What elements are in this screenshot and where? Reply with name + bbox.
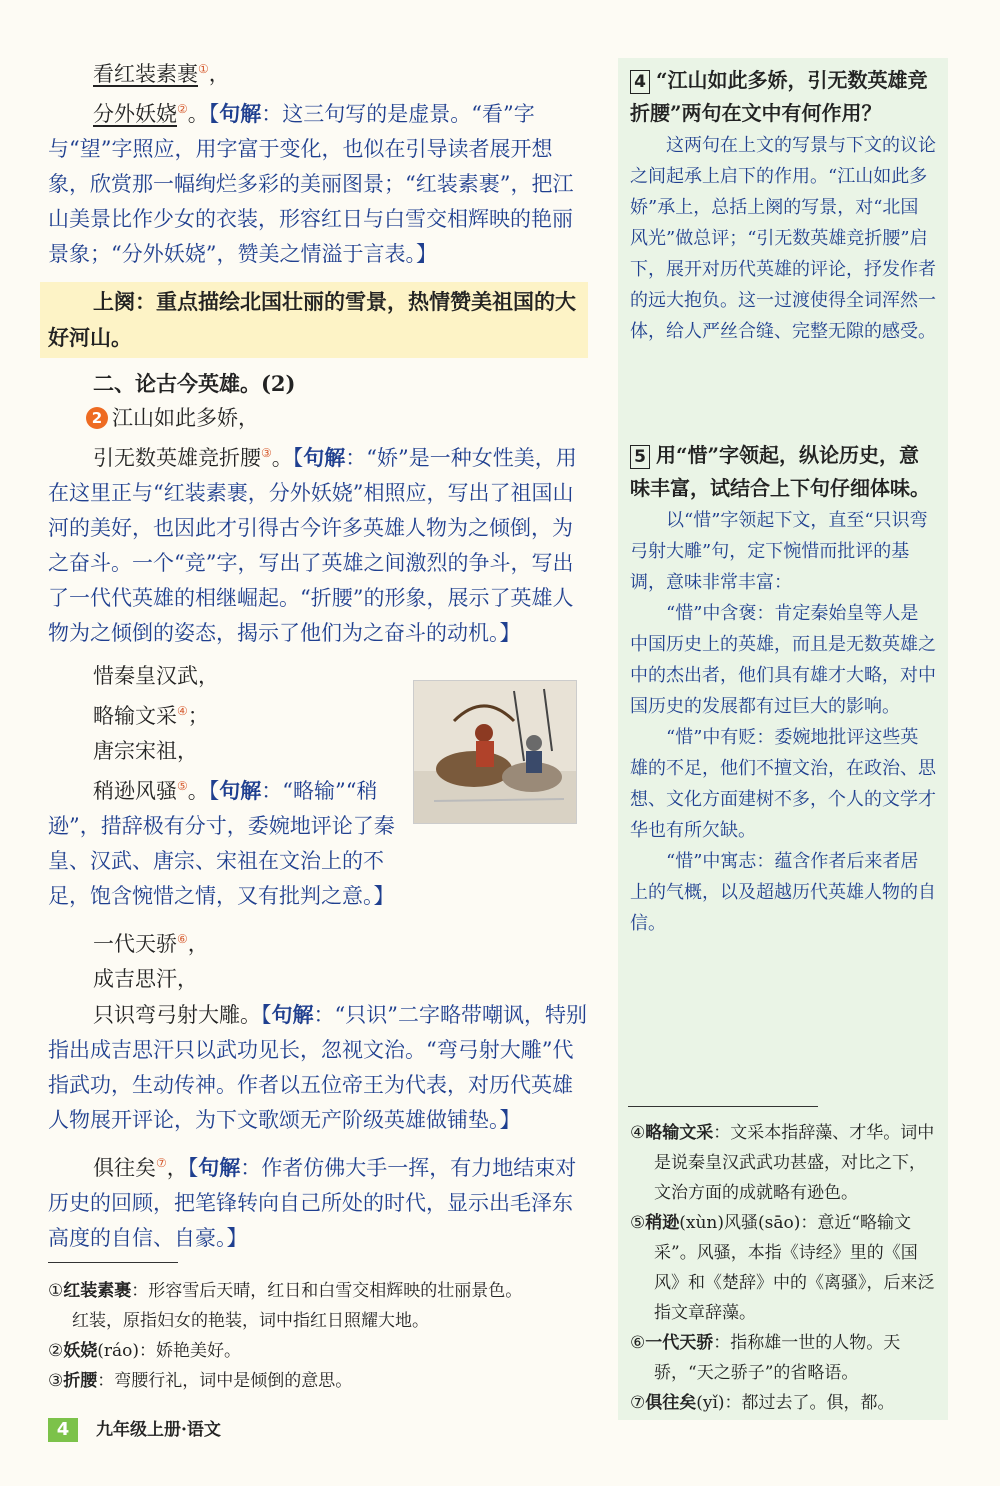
poem-text: 分外妖娆 [93, 102, 177, 126]
footnotes-left [48, 1276, 608, 1396]
footnote-item: ③折腰：弯腰行礼，词中是倾倒的意思。 [48, 1371, 353, 1391]
footnote-mark: ③ [261, 446, 272, 460]
summary-label: 上阕 [93, 289, 135, 314]
footnote-item: ⑤稍逊(xùn)风骚(sāo)：意近“略输文采”。风骚，本指《诗经》里的《国风》和《楚辞》中的《离骚》，后来泛指文章辞藻。 [630, 1213, 935, 1323]
footnote-item: 红装，原指妇女的艳装，词中指红日照耀大地。 [72, 1311, 429, 1331]
question-4 [618, 58, 948, 130]
poem-line: 唐宗宋祖， [93, 739, 198, 763]
footnote-item: ①红装素裹：形容雪后天晴，红日和白雪交相辉映的壮丽景色。 [48, 1281, 523, 1301]
punct: ， [187, 932, 209, 956]
answer-text: “惜”中含褒：肯定秦始皇等人是中国历史上的英雄，而且是无数英雄之中的杰出者，他们具有雄才大略，对中国历史的发展都有过巨大的影响。 [630, 603, 936, 717]
footnote-divider [48, 1262, 178, 1263]
footnote-mark: ⑤ [177, 779, 188, 793]
sidebar-column [618, 58, 948, 1420]
question-number: 5 [630, 445, 650, 469]
page-number: 4 [48, 1418, 78, 1442]
comment-text: “略输”“稍逊”，措辞极有分寸，委婉地评论了秦皇、汉武、唐宗、宋祖在文治上的不足，饱含惋惜之情，又有批判之意。 [48, 779, 395, 908]
book-title: 九年级上册·语文 [96, 1420, 221, 1440]
comment-text: “娇”是一种女性美，用在这里正与“红装素裹，分外妖娆”相照应，写出了祖国山河的美好，也因此才引得古今许多英雄人物为之倾倒，为之奋斗。一个“竞”字，写出了英雄之间激烈的争斗，写出了一代代英雄的相继崛起。“折腰”的形象，展示了英雄人物为之倾倒的姿态，揭示了他们为之奋斗的动机。 [48, 446, 577, 645]
question-5 [618, 433, 948, 505]
jujie-label: 句解 [219, 101, 262, 126]
answer-text: “惜”中有贬：委婉地批评这些英雄的不足，他们不擅文治，在政治、思想、文化方面建树不多，个人的文学才华也有所欠缺。 [630, 727, 936, 841]
poem-comment: 俱往矣⑦，【句解：作者仿佛大手一挥，有力地结束对历史的回顾，把笔锋转向自己所处的时代，显示出毛泽东高度的自信、自豪。】 [48, 1155, 577, 1250]
footnote-item: ②妖娆(ráo)：娇艳美好。 [48, 1341, 242, 1361]
poem-text: 引无数英雄竞折腰 [93, 446, 261, 470]
footnote-item: ⑦俱往矣(yǐ)：都过去了。俱，都。 [630, 1393, 895, 1413]
summary-text: ：重点描绘北国壮丽的雪景，热情赞美祖国的大好河山。 [48, 289, 576, 350]
poem-line [48, 922, 588, 962]
answer-5 [618, 505, 948, 939]
footnote-mark: ② [177, 102, 188, 116]
footnote-mark: ① [198, 62, 209, 76]
question-number: 4 [630, 70, 650, 94]
poem-comment: 引无数英雄竞折腰③。【句解：“娇”是一种女性美，用在这里正与“红装素裹，分外妖娆”相照应，写出了祖国山河的美好，也因此才引得古今许多英雄人物为之倾倒，为之奋斗。一个“竞”字，写出了英雄之间激烈的争斗，写出了一代代英雄的相继崛起。“折腰”的形象，展示了英雄人物为之倾倒的姿态，揭示了他们为之奋斗的动机。】 [48, 445, 577, 645]
footnote-mark: ⑦ [156, 1156, 167, 1170]
summary-box [40, 282, 588, 358]
poem-line: 成吉思汗， [93, 967, 198, 991]
comment-text: 作者仿佛大手一挥，有力地结束对历史的回顾，把笔锋转向自己所处的时代，显示出毛泽东高度的自信、自豪。 [48, 1156, 577, 1250]
footnote-divider [628, 1106, 818, 1107]
poem-line [48, 52, 588, 92]
footnote-mark: ⑥ [177, 932, 188, 946]
question-text: “江山如此多娇，引无数英雄竞折腰”两句在文中有何作用？ [630, 68, 928, 125]
question-text: 用“惜”字领起，纵论历史，意味丰富，试结合上下句仔细体味。 [630, 443, 930, 500]
poem-line [48, 401, 588, 436]
poem-text: 只识弯弓射大雕 [93, 1003, 240, 1027]
footnote-mark: ④ [177, 704, 188, 718]
answer-text: “惜”中寓志：蕴含作者后来者居上的气概，以及超越历代英雄人物的自信。 [630, 851, 936, 934]
comment-text: 这三句写的是虚景。“看”字与“望”字照应，用字富于变化，也似在引导读者展开想象，欣赏那一幅绚烂多彩的美丽图景；“红装素裹”，把江山美景比作少女的衣装，形容红日与白雪交相辉映的艳丽景象；“分外妖娆”，赞美之情溢于言表。 [48, 102, 574, 266]
jujie-label: 句解 [303, 445, 346, 470]
poem-comment: 只识弯弓射大雕。【句解：“只识”二字略带嘲讽，特别指出成吉思汗只以武功见长，忽视文治。“弯弓射大雕”代指武功，生动传神。作者以五位帝王为代表，对历代英雄人物展开评论，为下文歌颂无产阶级英雄做铺垫。】 [48, 1002, 587, 1132]
main-column [48, 52, 588, 1256]
comment-text: “只识”二字略带嘲讽，特别指出成吉思汗只以武功见长，忽视文治。“弯弓射大雕”代指武功，生动传神。作者以五位帝王为代表，对历代英雄人物展开评论，为下文歌颂无产阶级英雄做铺垫。 [48, 1003, 587, 1132]
poem-comment: 稍逊风骚⑤。【句解：“略输”“稍逊”，措辞极有分寸，委婉地评论了秦皇、汉武、唐宗、宋祖在文治上的不足，饱含惋惜之情，又有批判之意。】 [48, 778, 395, 908]
poem-text: 略输文采 [93, 704, 177, 728]
battle-illustration [413, 680, 577, 824]
footnote-item: ⑥一代天骄：指称雄一世的人物。天骄，“天之骄子”的省略语。 [630, 1333, 901, 1383]
poem-text: 江山如此多娇， [112, 406, 259, 430]
number-badge: 2 [86, 407, 108, 429]
punct: ， [208, 62, 230, 86]
jujie-label: 句解 [198, 1155, 241, 1180]
poem-text: 稍逊风骚 [93, 779, 177, 803]
footnotes-right [630, 1118, 942, 1418]
poem-line: 惜秦皇汉武， [93, 664, 219, 688]
answer-text: 这两句在上文的写景与下文的议论之间起承上启下的作用。“江山如此多娇”承上，总括上阕的写景，对“北国风光”做总评；“引无数英雄竞折腰”启下，展开对历代英雄的评论，抒发作者的远大抱负。这一过渡使得全词浑然一体，给人严丝合缝、完整无隙的感受。 [630, 135, 936, 342]
page-footer [48, 1418, 278, 1442]
answer-4 [618, 130, 948, 347]
punct: 。 [187, 102, 209, 126]
punct: ； [187, 704, 209, 728]
poem-text: 看红装素裹 [93, 62, 198, 86]
section-title: 二、论古今英雄。(2) [93, 371, 296, 396]
poem-text: 俱往矣 [93, 1156, 156, 1180]
jujie-label: 句解 [271, 1002, 314, 1027]
poem-comment: 分外妖娆②。【句解：这三句写的是虚景。“看”字与“望”字照应，用字富于变化，也似在引导读者展开想象，欣赏那一幅绚烂多彩的美丽图景；“红装素裹”，把江山美景比作少女的衣装，形容红日与白雪交相辉映的艳丽景象；“分外妖娆”，赞美之情溢于言表。】 [48, 101, 574, 266]
footnote-item: ④略输文采：文采本指辞藻、才华。词中是说秦皇汉武武功甚盛，对比之下，文治方面的成就略有逊色。 [630, 1123, 935, 1203]
answer-text: 以“惜”字领起下文，直至“只识弯弓射大雕”句，定下惋惜而批评的基调，意味非常丰富： [630, 510, 928, 593]
jujie-label: 句解 [219, 778, 262, 803]
poem-text: 一代天骄 [93, 932, 177, 956]
